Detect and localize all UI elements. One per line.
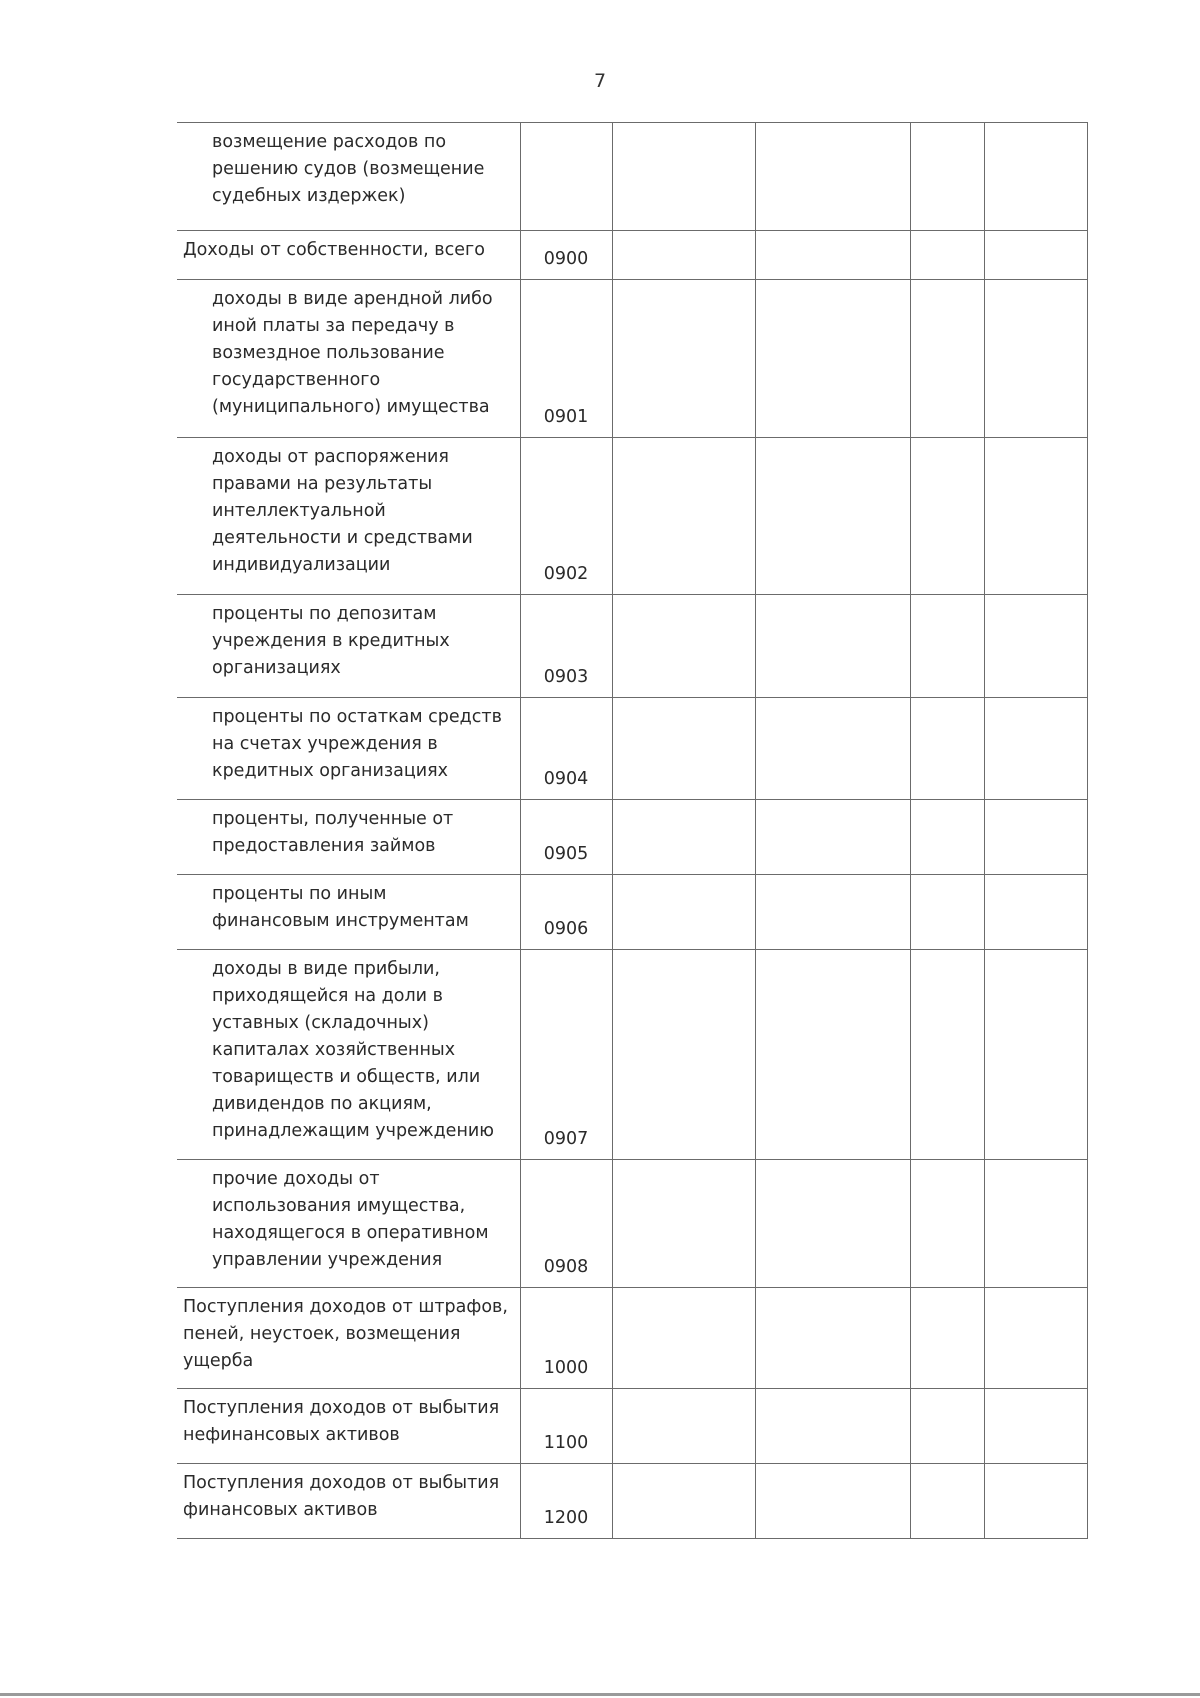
row-value-cell <box>755 950 910 1160</box>
table-row <box>177 1389 1087 1464</box>
page-bottom-edge <box>0 1693 1200 1696</box>
row-value-cell <box>910 1389 984 1464</box>
table-row <box>177 950 1087 1160</box>
row-value-cell <box>910 950 984 1160</box>
row-value-cell <box>984 231 1087 280</box>
row-value-cell <box>612 280 755 438</box>
row-value-cell <box>755 1160 910 1288</box>
row-value-cell <box>984 800 1087 875</box>
row-name-cell: доходы в виде арендной либо иной платы за передачу в возмездное пользование государственного (муниципального) имущества <box>177 280 520 438</box>
row-value-cell <box>984 438 1087 595</box>
row-value-cell <box>755 698 910 800</box>
row-value-cell <box>612 1288 755 1389</box>
row-code-cell: 0908 <box>520 1160 612 1288</box>
row-name-cell: прочие доходы от использования имущества, находящегося в оперативном управлении учреждения <box>177 1160 520 1288</box>
row-value-cell <box>612 800 755 875</box>
row-value-cell <box>984 595 1087 698</box>
row-value-cell <box>755 595 910 698</box>
row-value-cell <box>984 698 1087 800</box>
row-code-cell: 1200 <box>520 1464 612 1539</box>
row-value-cell <box>984 875 1087 950</box>
table-row <box>177 800 1087 875</box>
row-value-cell <box>984 1288 1087 1389</box>
row-value-cell <box>612 875 755 950</box>
row-value-cell <box>612 438 755 595</box>
table-row <box>177 123 1087 231</box>
table-row <box>177 595 1087 698</box>
table-row <box>177 231 1087 280</box>
row-name-cell: проценты по остаткам средств на счетах учреждения в кредитных организациях <box>177 698 520 800</box>
table-row <box>177 698 1087 800</box>
row-name-cell: проценты, полученные от предоставления займов <box>177 800 520 875</box>
row-value-cell <box>612 950 755 1160</box>
row-code-cell: 1000 <box>520 1288 612 1389</box>
row-value-cell <box>910 280 984 438</box>
row-value-cell <box>984 1389 1087 1464</box>
row-name-cell: доходы от распоряжения правами на результаты интеллектуальной деятельности и средствами индивидуализации <box>177 438 520 595</box>
row-value-cell <box>910 1464 984 1539</box>
table-row <box>177 1160 1087 1288</box>
row-name-cell: Доходы от собственности, всего <box>177 231 520 280</box>
table-body <box>177 123 1087 1539</box>
row-value-cell <box>910 800 984 875</box>
table-row <box>177 1288 1087 1389</box>
row-value-cell <box>612 1160 755 1288</box>
page-number: 7 <box>593 70 607 92</box>
row-code-cell <box>520 123 612 231</box>
row-value-cell <box>755 1288 910 1389</box>
row-name-cell: проценты по депозитам учреждения в кредитных организациях <box>177 595 520 698</box>
row-name-cell: Поступления доходов от выбытия финансовых активов <box>177 1464 520 1539</box>
row-value-cell <box>755 231 910 280</box>
row-code-cell: 1100 <box>520 1389 612 1464</box>
row-code-cell: 0900 <box>520 231 612 280</box>
row-value-cell <box>755 280 910 438</box>
row-value-cell <box>910 698 984 800</box>
row-value-cell <box>755 438 910 595</box>
row-name-cell: Поступления доходов от штрафов, пеней, неустоек, возмещения ущерба <box>177 1288 520 1389</box>
row-value-cell <box>910 123 984 231</box>
row-value-cell <box>910 595 984 698</box>
row-value-cell <box>984 950 1087 1160</box>
row-value-cell <box>612 1464 755 1539</box>
row-value-cell <box>984 280 1087 438</box>
table-row <box>177 1464 1087 1539</box>
row-value-cell <box>755 800 910 875</box>
row-code-cell: 0906 <box>520 875 612 950</box>
row-value-cell <box>755 1389 910 1464</box>
row-value-cell <box>910 438 984 595</box>
row-name-cell: доходы в виде прибыли, приходящейся на доли в уставных (складочных) капиталах хозяйственных товариществ и обществ, или дивидендов по акциям, принадлежащим учреждению <box>177 950 520 1160</box>
row-name-cell: возмещение расходов по решению судов (возмещение судебных издержек) <box>177 123 520 231</box>
row-code-cell: 0903 <box>520 595 612 698</box>
row-value-cell <box>612 698 755 800</box>
row-code-cell: 0901 <box>520 280 612 438</box>
row-code-cell: 0904 <box>520 698 612 800</box>
row-value-cell <box>612 595 755 698</box>
table-row <box>177 280 1087 438</box>
row-code-cell: 0905 <box>520 800 612 875</box>
row-code-cell: 0907 <box>520 950 612 1160</box>
row-value-cell <box>984 123 1087 231</box>
row-value-cell <box>910 875 984 950</box>
row-value-cell <box>910 1160 984 1288</box>
row-value-cell <box>612 123 755 231</box>
row-code-cell: 0902 <box>520 438 612 595</box>
table-row <box>177 875 1087 950</box>
row-value-cell <box>910 1288 984 1389</box>
row-value-cell <box>984 1464 1087 1539</box>
row-value-cell <box>612 1389 755 1464</box>
row-value-cell <box>612 231 755 280</box>
income-table <box>177 122 1088 1539</box>
row-name-cell: Поступления доходов от выбытия нефинансовых активов <box>177 1389 520 1464</box>
row-value-cell <box>755 1464 910 1539</box>
row-name-cell: проценты по иным финансовым инструментам <box>177 875 520 950</box>
row-value-cell <box>755 875 910 950</box>
row-value-cell <box>755 123 910 231</box>
row-value-cell <box>910 231 984 280</box>
table-row <box>177 438 1087 595</box>
row-value-cell <box>984 1160 1087 1288</box>
